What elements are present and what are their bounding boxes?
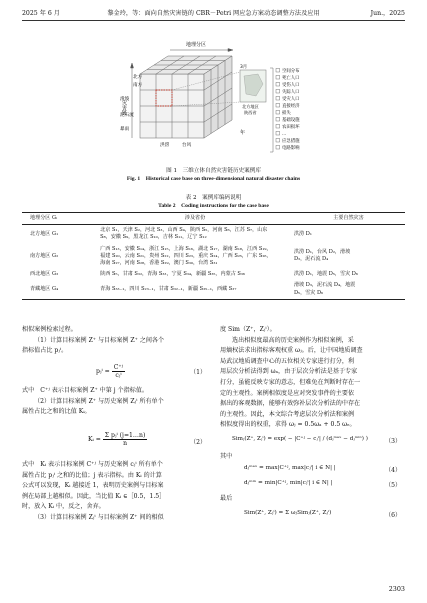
left-para-4a: （2）计算目标案例 Z⁺ 与历史案例 Zⱼⁱ 所有单个	[34, 397, 164, 405]
cell-disasters	[292, 280, 405, 299]
header-rule	[22, 20, 405, 21]
disaster-line: D₅，雪灾 D₆	[293, 289, 324, 296]
label-north: 北方	[133, 75, 143, 80]
running-header	[22, 8, 405, 20]
left-column	[22, 325, 208, 357]
cell-provinces	[98, 225, 292, 244]
axis-label-year: 年	[240, 130, 246, 136]
list-item: 死亡人口	[282, 76, 300, 81]
disaster-line: 洪涝 D₁，台风 D₂，滑坡	[293, 249, 351, 256]
list-bullet	[276, 124, 280, 128]
eq2-den: n	[123, 440, 128, 447]
list-item: 应急措施	[282, 139, 300, 144]
list-bullet	[276, 103, 280, 107]
left-column-3	[22, 460, 208, 524]
list-item: ...	[282, 132, 287, 137]
inset-province: 陕西省	[244, 110, 257, 115]
axis-label-chain: 灾害链	[121, 100, 127, 115]
list-item: 农田损坏	[282, 125, 300, 130]
right-para-2-5: 定的主观性。案例相似度是应对突发事件的主要依	[220, 389, 355, 397]
inset-region: 北方地区	[242, 104, 259, 109]
equation-6: Sim(Z⁺, Zⱼⁱ) = Σ ωⱼSimⱼ(Z⁺, Zⱼⁱ)	[244, 510, 332, 516]
left-para-5-2: 公式可以发现，Kᵢ 越接近 1，表明历史案例与目标案	[22, 482, 164, 490]
left-para-6: （3）计算目标案例 Zⱼⁱ 与目标案例 Z⁺ 间的相似	[34, 513, 164, 521]
list-bullet	[276, 145, 280, 149]
attribute-list	[276, 67, 300, 151]
list-item: 损失	[282, 111, 291, 116]
right-para-2-0: 选出相似度最高的历史案例作为相似案例，采	[232, 336, 354, 344]
cell-disasters	[292, 225, 405, 244]
province-line: S₈，安徽 S₉，黑龙江 S₁₀，吉林 S₁₁，辽宁 S₁₂	[100, 234, 207, 241]
table-header-row	[22, 213, 405, 225]
figure-caption-cn: 图 1 三维立体自然灾害链历史案例库	[166, 168, 261, 174]
list-bullet	[276, 89, 280, 93]
right-qizhong: 其中	[220, 453, 233, 460]
eq6-number: （6）	[385, 512, 402, 519]
page-number: 2303	[388, 585, 405, 593]
cell-disasters	[292, 244, 405, 270]
list-bullet	[276, 75, 280, 79]
left-para-4b: 属性占比之和的比值 Kᵢ。	[22, 408, 91, 416]
equation-4: dⱼᵐᵃˣ = max|C⁺ʲ, max|cⱼⁱ| i ∈ N| |	[244, 465, 336, 471]
list-item: 失踪人口	[282, 90, 300, 95]
province-line: 陕西 S₅，甘肃 S₃₂，青海 S₃₃，宁夏 S₃₄，新疆 S₃₅，内蒙古 S₃₆	[100, 271, 245, 278]
cell-region: 南方地区 G₂	[30, 252, 59, 259]
label-flood: 洪涝	[160, 143, 170, 148]
eq1-number: （1）	[190, 369, 207, 376]
right-para-2-4: 打分，虽能反映专家的意志，但难免在判断时存在一	[220, 378, 361, 386]
cube-diagram	[118, 26, 308, 166]
province-line: 北京 S₁，天津 S₂，河北 S₃，山西 S₄，陕西 S₅，河南 S₆，江苏 S₇，山东	[100, 227, 268, 234]
left-para-5-4: 时，放入 Kᵢ 中，反之，舍弃。	[22, 503, 105, 511]
cell-region: 西北地区 G₃	[30, 271, 59, 278]
disaster-line: 洪涝 D₁	[293, 230, 312, 237]
list-bullet	[276, 110, 280, 114]
province-line: 福建 S₂₀，云南 S₂₁，贵州 S₂₂，四川 S₂₃，重庆 S₂₄，广西 S₂₅，广东 S₂₆，	[100, 252, 272, 259]
right-para-2-6: 据出的客观数据，能够有效弥补层次分析法的中存在	[220, 400, 361, 408]
label-south: 南方	[133, 83, 143, 88]
left-para-2a: （1）计算目标案例 Z⁺ 与目标案例 Z⁺ 之间各个	[34, 336, 165, 344]
list-item: 受伤人口	[282, 83, 300, 88]
eq4-number: （4）	[385, 467, 402, 474]
cell-region: 北方地区 G₁	[30, 230, 59, 237]
eq5-number: （5）	[385, 482, 402, 489]
right-zuihou: 最后	[220, 495, 233, 502]
table-row	[22, 269, 405, 280]
equation-1	[96, 364, 125, 379]
cell-provinces	[98, 244, 292, 270]
cell-disasters	[292, 269, 405, 280]
right-para-2-8: 相似度得出的权重，求得 ωⱼ = 0.5ωₐ + 0.5 ωₑ。	[220, 421, 356, 429]
right-para-1: 度 Sim（Z⁺，Zⱼⁱ）。	[220, 326, 276, 333]
header-title: 黎金玲，等：面向自然灾害链的 CBR－Petri 网应急方案动态调整方法及应用	[107, 10, 320, 17]
right-para-2-2: 局武汉地质调查中心的五位相关专家进行打分，利	[220, 357, 355, 365]
equation-5: dⱼᵐⁱⁿ = min|C⁺ʲ, min|cⱼⁱ| i ∈ N| |	[244, 480, 333, 486]
list-bullet	[276, 131, 280, 135]
list-item: 受灾人口	[282, 97, 300, 102]
header-date: 2025 年 6 月	[22, 10, 60, 17]
eq2-num: Σ pⱼⁱ (j=1…n)	[104, 432, 146, 439]
header-region: 地理分区 Gᵢ	[22, 213, 98, 225]
label-rain: 暴雨	[120, 127, 130, 132]
right-para-2-3: 用层次分析法得到 ωₐ，由于层次分析法是基于专家	[220, 368, 358, 376]
table-row	[22, 280, 405, 299]
table-row	[22, 244, 405, 270]
label-typhoon: 台风	[182, 143, 192, 148]
figure-caption-en: Fig. 1 Historical case base on three-dimensional natural disaster chains	[126, 176, 301, 182]
equation-3: Simⱼ(Z⁺, Zⱼⁱ) = exp( − |C⁺ʲ − cⱼⁱ| / (dⱼᵐᵃˣ − dⱼᵐⁱⁿ) )	[232, 436, 368, 442]
left-para-1: 相似案例检索过程。	[22, 326, 77, 333]
eq1-den: cⱼⁱ	[115, 372, 122, 379]
province-line: 青海 S₃₃₋₁，四川 S₂₃₋₁，甘肃 S₃₂₋₁，新疆 S₃₅₋₁，西藏 S₃₇	[100, 286, 237, 293]
header-disasters: 主要自然灾害	[292, 213, 405, 225]
left-para-5-1: 属性占比 pⱼⁱ 之和的比值；j 表示指标。由 Kᵢ 的计算	[22, 471, 162, 479]
table-row	[22, 225, 405, 244]
province-line: 海南 S₂₇，河南 S₂₈，香港 S₂₉，澳门 S₃₀，台湾 S₃₁	[100, 260, 218, 267]
list-bullet	[276, 117, 280, 121]
list-item: 基础设施	[282, 118, 300, 123]
list-bullet	[276, 96, 280, 100]
left-para-5-3: 例在局部上越相似。因此，当比值 Kᵢ ∈［0.5，1.5］	[22, 492, 166, 500]
list-bullet	[276, 68, 280, 72]
cell-provinces	[98, 280, 292, 299]
left-para-5-0: 式中 Kᵢ 表示目标案例 C⁺ʲ 与历史案例 cⱼⁱ 所有单个	[22, 461, 163, 468]
header-provinces: 涉及省份	[98, 213, 292, 225]
cell-region: 青藏地区 G₄	[22, 280, 98, 299]
right-para-2-1: 用熵权法求出指标客观权重 ωⱼ。后，让中国地质调查	[220, 347, 363, 355]
label-debris: 泥石流	[120, 113, 134, 118]
disaster-line: 洪涝 D₁，地震 D₅，雪灾 D₆	[293, 271, 358, 278]
disaster-line: 滑坡 D₃，泥石流 D₄，地震	[293, 282, 356, 289]
list-item: 电路影响	[282, 146, 300, 151]
province-line: 广西 S₁₃，安徽 S₁₄，浙江 S₁₅，上海 S₁₆，湖北 S₁₇，湖南 S₁₈，江西 S₁₉，	[100, 245, 272, 252]
list-item: 直接经济	[282, 104, 300, 109]
list-bullet	[276, 138, 280, 142]
coding-table	[22, 212, 405, 300]
figure-1	[118, 26, 308, 166]
right-para-2-7: 的主观性。因此，本文综合考虑层次分析法和案例	[220, 410, 355, 418]
table-caption-cn: 表 2 案例库编码说明	[185, 195, 242, 201]
table-caption-en: Table 2 Coding instructions for the case base	[158, 203, 269, 209]
cell-provinces	[98, 269, 292, 280]
eq2-lhs: Kᵢ =	[88, 436, 101, 443]
eq3-number: （3）	[385, 438, 402, 445]
left-para-3: 式中 C⁺ʲ 表示目标案例 Z⁺ 中第 j 个指标值。	[22, 387, 149, 394]
inset-month: 3月	[240, 65, 248, 70]
right-column	[220, 325, 405, 431]
header-date-en: Jun.，2025	[370, 10, 405, 17]
axis-label-region: 地理分区	[185, 42, 207, 48]
eq1-num: C⁺ʲ	[113, 364, 124, 371]
list-bullet	[276, 82, 280, 86]
label-landslide: 滑坡	[120, 97, 130, 102]
equation-2	[88, 432, 147, 447]
left-para-2b: 指标值占比 pⱼⁱ。	[22, 347, 68, 355]
left-column-2	[22, 386, 208, 418]
eq2-number: （2）	[190, 439, 207, 446]
list-item: 空间分布	[282, 69, 300, 74]
disaster-line: D₃，泥石流 D₄	[293, 256, 329, 263]
eq1-lhs: pⱼⁱ =	[96, 368, 110, 375]
